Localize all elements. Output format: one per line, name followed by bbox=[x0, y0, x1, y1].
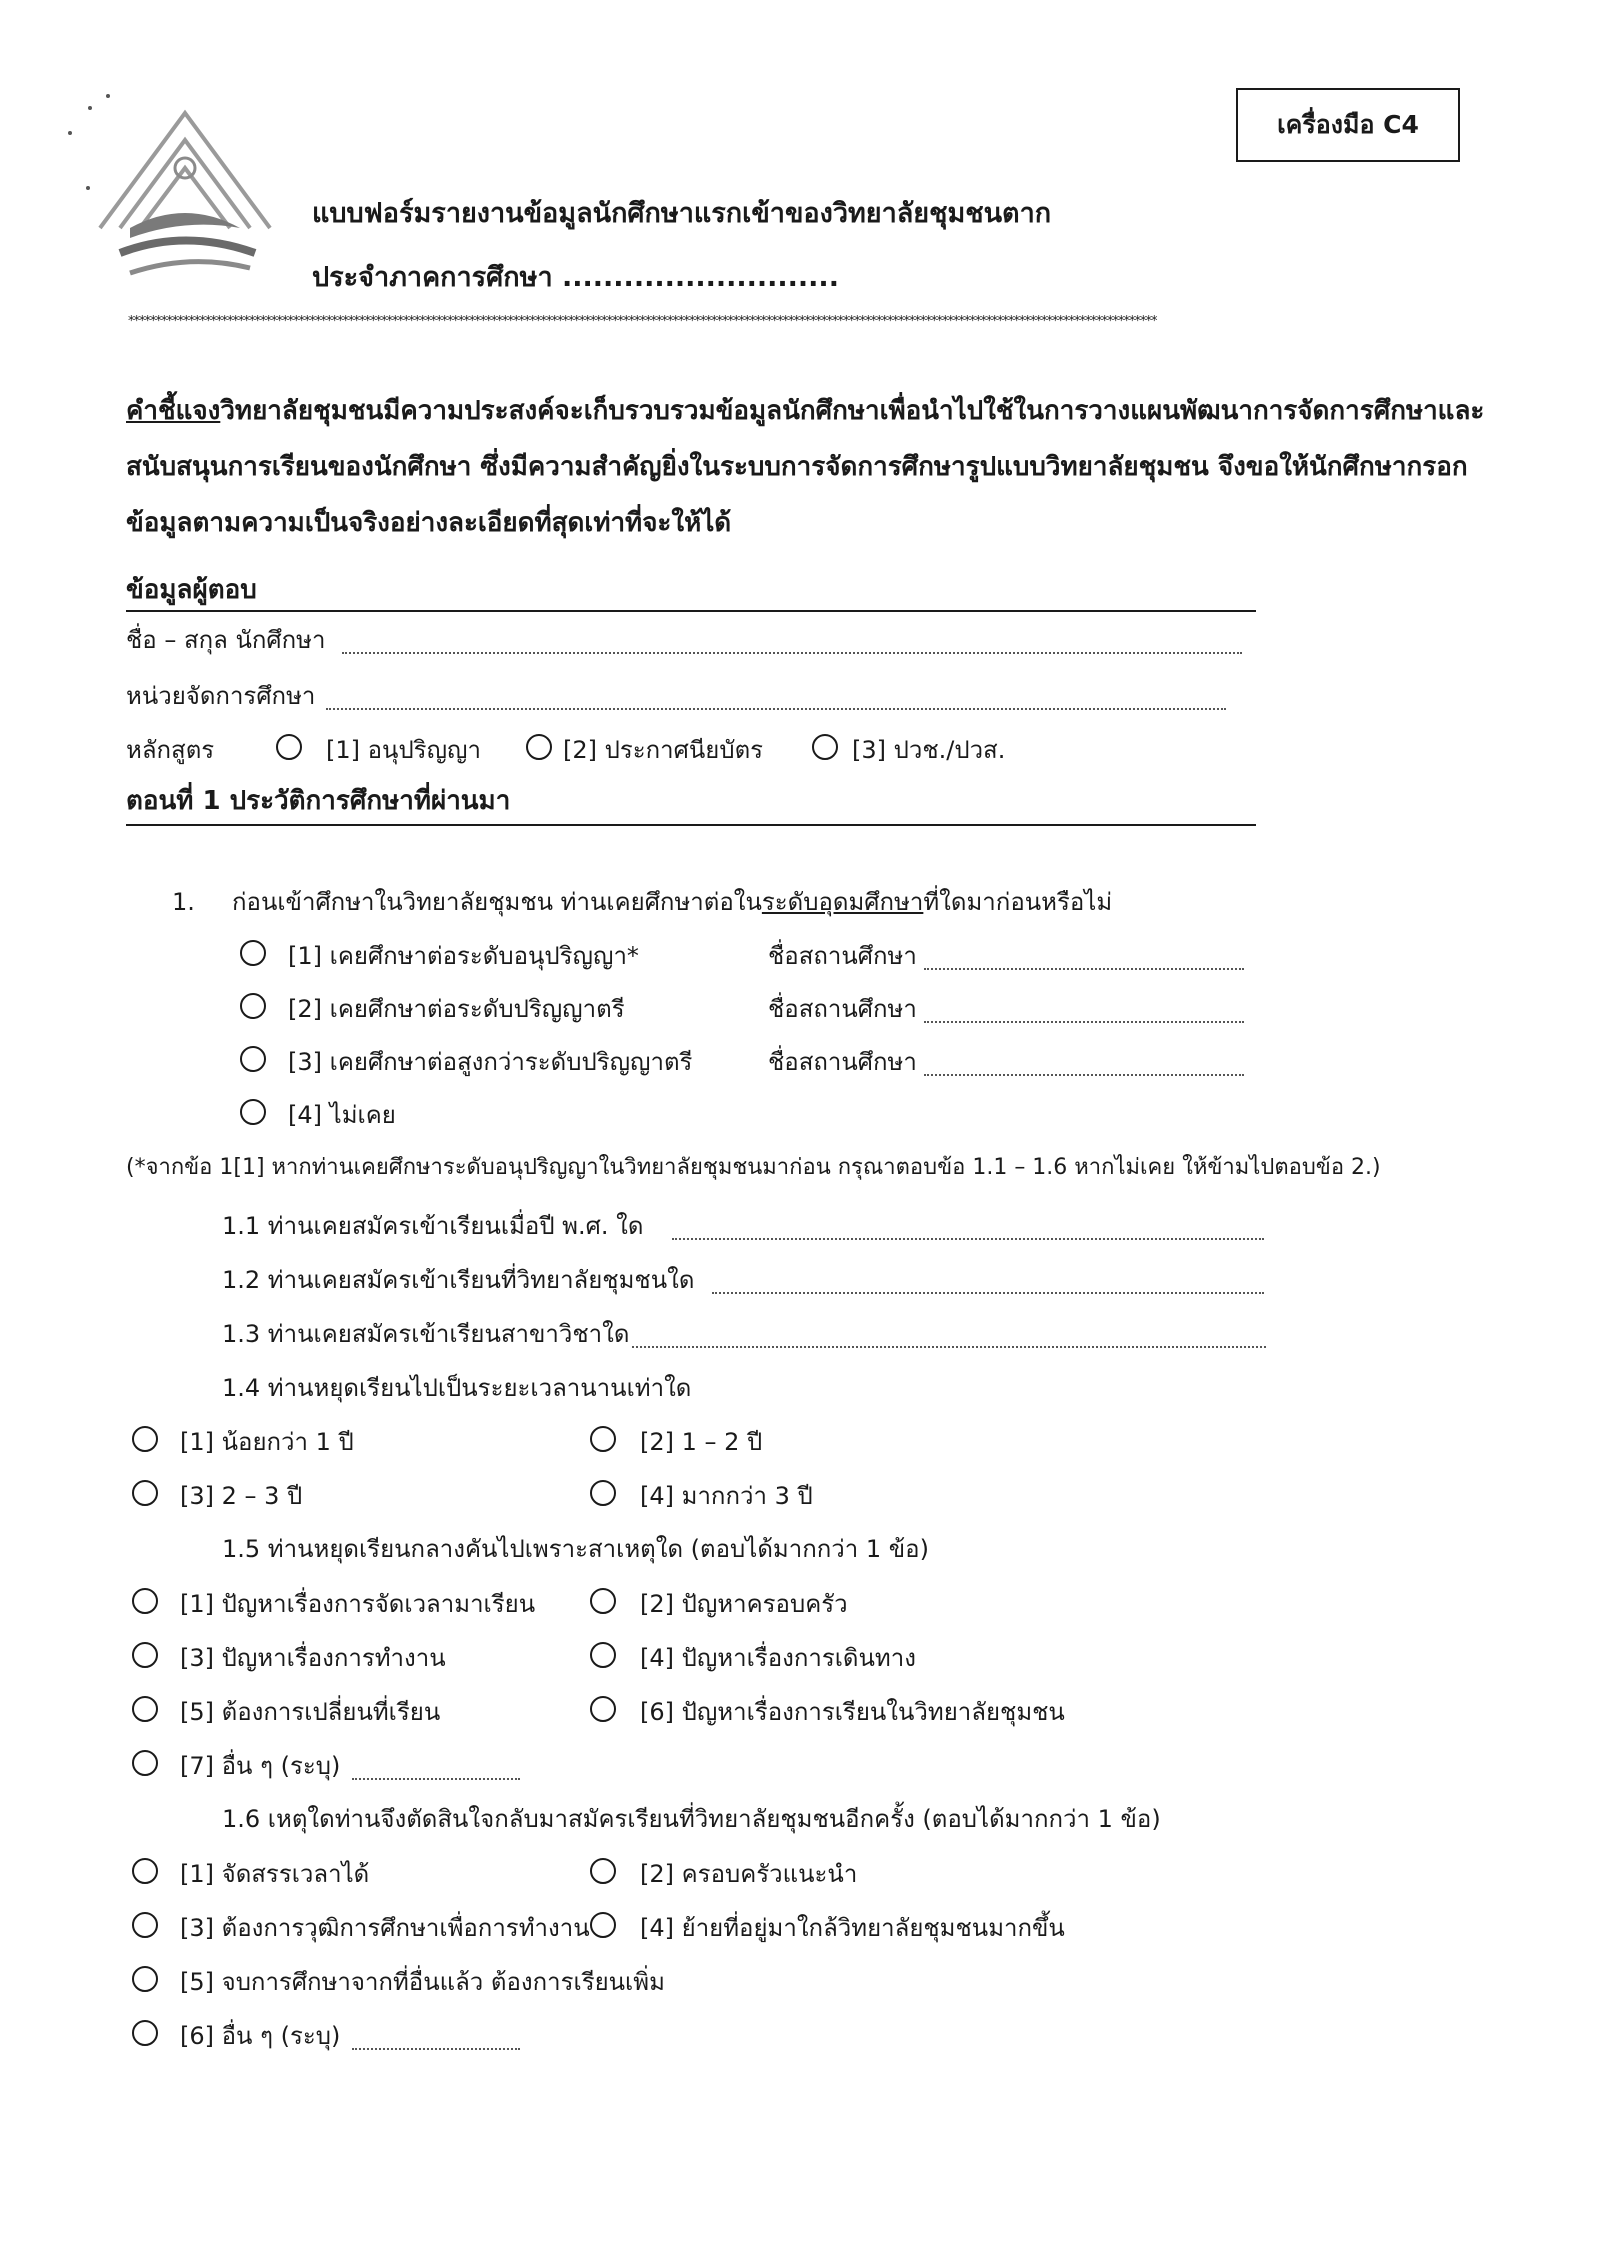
q1-6-option-checkbox[interactable] bbox=[590, 1912, 616, 1938]
q1-5-other-field[interactable] bbox=[352, 1778, 520, 1780]
heading-rule bbox=[126, 824, 1256, 826]
q1-5-option-label: [6] ปัญหาเรื่องการเรียนในวิทยาลัยชุมชน bbox=[640, 1698, 1065, 1726]
q1-6-text: 1.6 เหตุใดท่านจึงตัดสินใจกลับมาสมัครเรียนที่วิทยาลัยชุมชนอีกครั้ง (ตอบได้มากกว่า 1 ข้อ) bbox=[222, 1805, 1161, 1833]
q1-option-label: [1] เคยศึกษาต่อระดับอนุปริญญา* bbox=[288, 942, 639, 970]
q1-4-option-radio[interactable] bbox=[590, 1480, 616, 1506]
q1-text: ก่อนเข้าศึกษาในวิทยาลัยชุมชน ท่านเคยศึกษาต่อในระดับอุดมศึกษาที่ใดมาก่อนหรือไม่ bbox=[232, 888, 1113, 916]
logo-wave bbox=[130, 262, 250, 273]
q1-3-field[interactable] bbox=[632, 1346, 1266, 1348]
q1-6-option-label: [5] จบการศึกษาจากที่อื่นแล้ว ต้องการเรียนเพิ่ม bbox=[180, 1968, 665, 1996]
institution-field[interactable] bbox=[924, 1021, 1244, 1023]
q1-5-option-checkbox[interactable] bbox=[132, 1588, 158, 1614]
q1-6-option-checkbox[interactable] bbox=[590, 1858, 616, 1884]
form-title: แบบฟอร์มรายงานข้อมูลนักศึกษาแรกเข้าของวิทยาลัยชุมชนตาก bbox=[312, 198, 1052, 229]
program-option-label: [1] อนุปริญญา bbox=[326, 736, 481, 764]
respondent-heading: ข้อมูลผู้ตอบ bbox=[126, 575, 257, 605]
q1-6-option-label: [2] ครอบครัวแนะนำ bbox=[640, 1860, 858, 1888]
q1-5-option-checkbox[interactable] bbox=[590, 1696, 616, 1722]
q1-2-field[interactable] bbox=[712, 1292, 1264, 1294]
q1-4-text: 1.4 ท่านหยุดเรียนไปเป็นระยะเวลานานเท่าใด bbox=[222, 1374, 692, 1402]
q1-option-radio[interactable] bbox=[240, 1099, 266, 1125]
name-field[interactable] bbox=[342, 652, 1242, 654]
program-option-label: [3] ปวช./ปวส. bbox=[852, 736, 1006, 764]
q1-2-text: 1.2 ท่านเคยสมัครเข้าเรียนที่วิทยาลัยชุมชนใด bbox=[222, 1266, 695, 1294]
q1-4-option-radio[interactable] bbox=[132, 1480, 158, 1506]
institution-label: ชื่อสถานศึกษา bbox=[768, 1048, 917, 1076]
q1-5-option-checkbox[interactable] bbox=[132, 1696, 158, 1722]
q1-option-label: [2] เคยศึกษาต่อระดับปริญญาตรี bbox=[288, 995, 625, 1023]
star-separator: ******************************************************************************************************************************************************************************************* bbox=[128, 314, 1157, 329]
program-option-label: [2] ประกาศนียบัตร bbox=[563, 736, 764, 764]
instructions-label: คำชี้แจง bbox=[126, 396, 221, 426]
program-option-radio[interactable] bbox=[276, 734, 302, 760]
q1-number: 1. bbox=[172, 888, 195, 916]
q1-option-label: [4] ไม่เคย bbox=[288, 1101, 396, 1129]
college-logo bbox=[60, 78, 310, 318]
q1-5-option-label: [4] ปัญหาเรื่องการเดินทาง bbox=[640, 1644, 916, 1672]
q1-4-option-label: [2] 1 – 2 ปี bbox=[640, 1428, 763, 1456]
q1-5-option-checkbox[interactable] bbox=[590, 1588, 616, 1614]
q1-5-option-label: [3] ปัญหาเรื่องการทำงาน bbox=[180, 1644, 446, 1672]
q1-5-option-checkbox[interactable] bbox=[590, 1642, 616, 1668]
q1-5-option-label: [1] ปัญหาเรื่องการจัดเวลามาเรียน bbox=[180, 1590, 536, 1618]
q1-6-option-label: [3] ต้องการวุฒิการศึกษาเพื่อการทำงาน bbox=[180, 1914, 590, 1942]
q1-4-option-label: [3] 2 – 3 ปี bbox=[180, 1482, 303, 1510]
institution-label: ชื่อสถานศึกษา bbox=[768, 942, 917, 970]
program-label: หลักสูตร bbox=[126, 736, 215, 764]
tool-label: เครื่องมือ C4 bbox=[1277, 110, 1419, 139]
q1-5-option-label: [7] อื่น ๆ (ระบุ) bbox=[180, 1752, 341, 1780]
q1-4-option-radio[interactable] bbox=[590, 1426, 616, 1452]
q1-underlined-term: ระดับอุดมศึกษา bbox=[761, 888, 924, 916]
program-option-radio[interactable] bbox=[526, 734, 552, 760]
q1-6-option-label: [1] จัดสรรเวลาได้ bbox=[180, 1860, 370, 1888]
name-label: ชื่อ – สกุล นักศึกษา bbox=[126, 626, 326, 654]
q1-5-option-checkbox[interactable] bbox=[132, 1750, 158, 1776]
q1-6-option-checkbox[interactable] bbox=[132, 1966, 158, 1992]
q1-4-option-radio[interactable] bbox=[132, 1426, 158, 1452]
part1-heading: ตอนที่ 1 ประวัติการศึกษาที่ผ่านมา bbox=[126, 786, 511, 816]
q1-option-radio[interactable] bbox=[240, 940, 266, 966]
instructions-line-2: สนับสนุนการเรียนของนักศึกษา ซึ่งมีความสำคัญยิ่งในระบบการจัดการศึกษารูปแบบวิทยาลัยชุมชน จึงขอให้นักศึกษากรอก bbox=[126, 452, 1468, 482]
q1-5-text: 1.5 ท่านหยุดเรียนกลางคันไปเพราะสาเหตุใด (ตอบได้มากกว่า 1 ข้อ) bbox=[222, 1535, 929, 1563]
q1-4-option-label: [4] มากกว่า 3 ปี bbox=[640, 1482, 813, 1510]
q1-option-label: [3] เคยศึกษาต่อสูงกว่าระดับปริญญาตรี bbox=[288, 1048, 693, 1076]
semester-label: ประจำภาคการศึกษา bbox=[312, 262, 553, 293]
semester-value: ........................... bbox=[562, 262, 839, 293]
instructions-line-3: ข้อมูลตามความเป็นจริงอย่างละเอียดที่สุดเท่าที่จะให้ได้ bbox=[126, 508, 732, 538]
q1-6-option-label: [6] อื่น ๆ (ระบุ) bbox=[180, 2022, 341, 2050]
q1-1-text: 1.1 ท่านเคยสมัครเข้าเรียนเมื่อปี พ.ศ. ใด bbox=[222, 1212, 644, 1240]
logo-house-icon bbox=[100, 113, 270, 228]
q1-3-text: 1.3 ท่านเคยสมัครเข้าเรียนสาขาวิชาใด bbox=[222, 1320, 630, 1348]
tool-label-box bbox=[1236, 88, 1460, 162]
q1-6-other-field[interactable] bbox=[352, 2048, 520, 2050]
logo-wave bbox=[120, 241, 255, 254]
q1-6-option-checkbox[interactable] bbox=[132, 1912, 158, 1938]
institution-field[interactable] bbox=[924, 1074, 1244, 1076]
q1-6-option-checkbox[interactable] bbox=[132, 1858, 158, 1884]
institution-field[interactable] bbox=[924, 968, 1244, 970]
heading-rule bbox=[126, 610, 1256, 612]
program-option-radio[interactable] bbox=[812, 734, 838, 760]
q1-6-option-label: [4] ย้ายที่อยู่มาใกล้วิทยาลัยชุมชนมากขึ้น bbox=[640, 1914, 1065, 1942]
institution-label: ชื่อสถานศึกษา bbox=[768, 995, 917, 1023]
q1-note: (*จากข้อ 1[1] หากท่านเคยศึกษาระดับอนุปริญญาในวิทยาลัยชุมชนมาก่อน กรุณาตอบข้อ 1.1 – 1.6 หากไม่เคย ให้ข้ามไปตอบข้อ 2.) bbox=[126, 1155, 1381, 1180]
instructions-line-1: คำชี้แจงวิทยาลัยชุมชนมีความประสงค์จะเก็บรวบรวมข้อมูลนักศึกษาเพื่อนำไปใช้ในการวางแผนพัฒนาการจัดการศึกษาและ bbox=[126, 396, 1485, 426]
unit-field[interactable] bbox=[326, 708, 1226, 710]
q1-option-radio[interactable] bbox=[240, 1046, 266, 1072]
q1-1-field[interactable] bbox=[672, 1238, 1264, 1240]
unit-label: หน่วยจัดการศึกษา bbox=[126, 682, 316, 710]
q1-5-option-checkbox[interactable] bbox=[132, 1642, 158, 1668]
q1-4-option-label: [1] น้อยกว่า 1 ปี bbox=[180, 1428, 354, 1456]
semester-line bbox=[312, 261, 839, 295]
q1-5-option-label: [2] ปัญหาครอบครัว bbox=[640, 1590, 848, 1618]
q1-5-option-label: [5] ต้องการเปลี่ยนที่เรียน bbox=[180, 1698, 441, 1726]
q1-option-radio[interactable] bbox=[240, 993, 266, 1019]
q1-6-option-checkbox[interactable] bbox=[132, 2020, 158, 2046]
